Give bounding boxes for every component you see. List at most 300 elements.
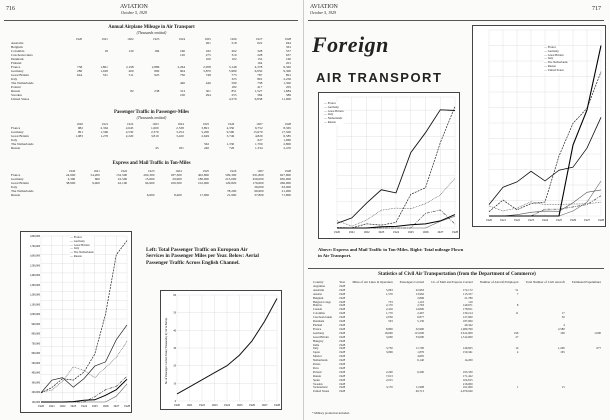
table-row — [8, 193, 294, 197]
table-cell: 266,900 — [279, 181, 291, 185]
y-tick-label: 1,100,000 — [29, 303, 40, 307]
table-cell: Great Britain — [313, 334, 329, 339]
table-cell: Russia — [313, 373, 322, 378]
column-header: 1920 — [68, 169, 76, 173]
table-cell: 3,612,000 — [460, 330, 473, 335]
table-cell: 637 — [285, 53, 291, 57]
table-cell: 590 — [231, 81, 237, 85]
passenger-table — [8, 122, 294, 150]
table-cell: 6,950 — [254, 69, 263, 73]
table-cell: 1928 — [339, 291, 346, 296]
table-cell: 891 — [285, 73, 291, 77]
x-tick-label: 1926 — [102, 404, 109, 408]
y-tick-label: 1,400,000 — [29, 274, 40, 278]
table-cell — [86, 146, 111, 150]
table-cell: Switzerland — [313, 385, 328, 390]
table-cell — [78, 193, 103, 197]
x-tick-label: 1926 — [422, 230, 429, 234]
column-header: 1923 — [152, 122, 159, 126]
table-cell: 6,585 — [283, 134, 291, 138]
right-header-date: October 5, 1929 — [310, 10, 337, 15]
stats-footnote: * Military production included. — [312, 411, 350, 415]
table-cell: 1928 — [339, 385, 346, 390]
x-tick-label: 1925 — [91, 404, 98, 408]
table-cell: 45 — [155, 146, 159, 150]
table-cell: 150,341 — [462, 350, 473, 355]
table-cell: 1928 — [339, 381, 346, 386]
passenger-title: Passenger Traffic in Passenger-Miles — [113, 110, 190, 115]
x-tick-label: 1926 — [249, 403, 255, 407]
table-cell: 18 — [104, 49, 108, 53]
table-cell: 4,820 — [254, 134, 263, 138]
table-cell: United States — [313, 389, 330, 394]
table-cell: Spain — [313, 377, 320, 382]
table-cell: 17,900 — [199, 193, 210, 197]
legend-entry: — Russia — [544, 63, 556, 68]
table-cell: 8,800 — [385, 326, 393, 331]
table-cell: 417 — [257, 85, 263, 89]
table-cell: Russia — [11, 146, 21, 150]
table-cell: 238 — [154, 89, 160, 93]
x-tick-label: 1922 — [363, 230, 370, 234]
table-cell: 1,330 — [226, 142, 235, 146]
x-tick-label: 1928 — [274, 403, 280, 407]
table-cell: 1928 — [339, 322, 346, 327]
table-cell: 1,334 — [254, 146, 263, 150]
legend-entry: — Russia — [70, 253, 82, 258]
table-cell: Belgian Congo — [313, 299, 332, 304]
table-cell: 1928 — [339, 287, 346, 292]
y-tick-label: 500,000 — [31, 361, 40, 365]
table-cell: 2,220 — [125, 134, 134, 138]
table-cell: 38,900 — [65, 181, 76, 185]
table-cell: 115,000 — [414, 330, 424, 335]
table-cell: 216,000 — [462, 381, 473, 386]
left-caption: Left: Total Passenger Traffic on European Air Services in Passenger Miles per Year. Below: Aerial Passenger Traffic Across English Channel. — [146, 247, 259, 266]
legend-entry: — France — [544, 45, 556, 49]
table-cell: France — [313, 326, 322, 331]
table-cell: 600 — [94, 177, 100, 181]
column-header: Year — [339, 280, 346, 284]
table-cell: 3,148 — [228, 65, 237, 69]
table-cell: 21,900 — [226, 193, 237, 197]
table-cell: 1928 — [339, 373, 346, 378]
x-tick-label: 1925 — [556, 218, 562, 222]
table-cell: 3,870 — [203, 69, 211, 73]
right-header-title: AVIATION — [310, 4, 338, 10]
table-cell: 104 — [257, 61, 263, 65]
table-cell: 120 — [179, 53, 186, 57]
table-cell: 129,820 — [225, 181, 237, 185]
table-cell: 3,096 — [385, 350, 393, 355]
table-cell: Germany — [11, 69, 24, 73]
table-cell: 14,200 — [464, 358, 473, 363]
table-cell: 280 — [77, 69, 83, 73]
table-cell: 32,900 — [415, 326, 424, 331]
table-cell: 627 — [257, 138, 263, 142]
table-cell: 384 — [257, 93, 263, 97]
table-cell: 1,700 — [254, 142, 263, 146]
table-cell: 787 — [257, 73, 263, 77]
table-cell: 644 — [77, 73, 83, 77]
table-cell: Belgium — [11, 45, 23, 49]
table-cell: 2,300 — [67, 177, 76, 181]
table-cell: 511 — [128, 73, 134, 77]
table-cell: 5,200 — [201, 130, 210, 134]
table-cell: 160 — [285, 57, 291, 61]
table-cell: 1,300 — [283, 81, 291, 85]
column-header: 1921 — [93, 169, 100, 173]
table-cell: 677 — [596, 346, 601, 351]
table-cell: 275 — [205, 53, 211, 57]
table-cell: 22,963 — [415, 287, 424, 292]
table-cell: 2,264 — [177, 65, 186, 69]
table-cell: 184 — [154, 49, 160, 53]
table-cell: 94,900 — [145, 181, 155, 185]
table-cell: 738 — [77, 65, 83, 69]
x-tick-label: 1928 — [452, 230, 458, 234]
column-header: 1922 — [120, 169, 128, 173]
table-cell: 2,200 — [385, 369, 393, 374]
table-cell: 1928 — [339, 362, 346, 367]
table-cell: 557 — [285, 49, 291, 53]
table-cell: 22,500 — [117, 177, 128, 181]
table-cell: 361 — [285, 45, 291, 49]
column-header: 1926 — [229, 169, 237, 173]
table-cell: 240 — [203, 146, 210, 150]
table-cell: 6,752 — [254, 126, 263, 130]
x-tick-label: 1921 — [48, 404, 55, 408]
x-tick-label: 1923 — [211, 403, 218, 407]
x-tick-label: 1920 — [486, 218, 492, 222]
legend-entry: — The Netherlands — [544, 60, 568, 65]
table-cell: 1,876 — [417, 350, 424, 355]
x-tick-label: 1927 — [584, 218, 590, 222]
table-cell — [568, 390, 604, 394]
table-cell: 310 — [231, 53, 237, 57]
table-cell: 2,886 — [151, 65, 160, 69]
table-cell: 2,580 — [558, 326, 565, 331]
table-cell: 182 — [231, 85, 237, 89]
table-cell: 944 — [285, 41, 291, 45]
table-cell: 255 — [231, 93, 237, 97]
y-tick-label: 0 — [174, 400, 176, 403]
y-tick-label: 100,000 — [31, 401, 40, 404]
table-cell: 1928 — [339, 303, 346, 308]
column-header: Lb. of Mail and Express Carried — [431, 280, 473, 284]
table-cell: 1928 — [339, 315, 346, 320]
y-tick-label: 700,000 — [31, 342, 40, 346]
table-cell: United States — [11, 97, 30, 101]
table-cell: 8,400 — [174, 193, 182, 197]
y-tick-label: 1,800,000 — [29, 235, 40, 238]
table-cell: 2,170 — [385, 303, 393, 308]
table-cell: 1928 — [339, 350, 346, 355]
table-cell: 24,900 — [65, 173, 76, 177]
table-cell: Belgium — [313, 295, 324, 300]
column-header: Country — [313, 280, 324, 284]
table-cell — [476, 390, 522, 394]
table-cell: 1,861 — [100, 65, 108, 69]
column-header: Passengers Carried — [399, 280, 424, 284]
table-cell: 800 — [154, 69, 160, 73]
table-cell: 201 — [285, 61, 291, 65]
column-header: 1925 — [202, 122, 210, 126]
right-page — [304, 0, 610, 420]
table-cell: 8,365 — [283, 126, 291, 130]
y-tick-label: 1,700,000 — [29, 244, 40, 248]
table-cell: 2,467 — [417, 311, 424, 316]
table-cell: 3,746 — [226, 134, 235, 138]
y-tick-label: 10 — [173, 382, 176, 386]
table-cell: 1,770 — [385, 311, 393, 316]
table-cell: 4,378 — [254, 65, 263, 69]
table-cell: 196 — [513, 330, 519, 335]
table-cell: 15 — [561, 385, 565, 390]
table-cell: 1,527 — [254, 89, 263, 93]
table-cell: 100 — [179, 93, 186, 97]
table-cell: 2,538 — [176, 126, 184, 130]
table-cell: 1928 — [339, 326, 346, 331]
table-cell: 1,512,000 — [460, 334, 473, 339]
table-cell: 1,270 — [100, 134, 109, 138]
table-cell: 1928 — [339, 283, 346, 288]
title-foreign: Foreign — [312, 32, 389, 57]
table-cell: 71,800 — [281, 193, 291, 197]
mileage-title: Annual Airplane Mileage in Air Transport — [108, 25, 195, 30]
table-cell: Russia — [11, 89, 21, 93]
table-cell: 205 — [285, 85, 291, 89]
table-cell: 2,649 — [201, 134, 210, 138]
right-header-rule — [308, 20, 604, 21]
table-cell: 748 — [205, 73, 211, 77]
table-cell: 331 — [102, 73, 108, 77]
table-cell: 1928 — [339, 307, 346, 312]
table-cell: 1928 — [339, 358, 346, 363]
table-cell: 851 — [231, 89, 237, 93]
table-cell: 15,600 — [145, 177, 155, 181]
table-cell: India — [313, 342, 320, 347]
table-cell: 2,763 — [417, 303, 424, 308]
x-tick-label: 1925 — [236, 403, 243, 407]
table-cell: 2,416 — [385, 307, 393, 312]
x-tick-label: 1920 — [174, 403, 180, 407]
table-cell: 1928 — [339, 334, 346, 339]
table-cell: 400 — [128, 69, 134, 73]
table-cell: 17,500 — [281, 130, 291, 134]
table-cell: 1928 — [339, 311, 346, 316]
table-cell: 106 — [560, 330, 565, 335]
x-tick-label: 1923 — [70, 404, 77, 408]
channel-passenger-chart — [160, 290, 282, 410]
table-cell: Italy — [11, 77, 18, 81]
column-header: Miles of Air Lines in Operation — [352, 280, 393, 284]
y-tick-label: 1,600,000 — [29, 254, 40, 258]
table-cell: Finland — [11, 61, 22, 65]
x-tick-label: 1921 — [500, 218, 506, 222]
table-cell: Great Britain — [11, 181, 29, 185]
table-cell: 7,613 — [385, 373, 393, 378]
y-tick-label: 900,000 — [31, 322, 40, 326]
left-header-date: October 5, 1929 — [120, 10, 147, 15]
table-cell: 11,908 — [415, 385, 424, 390]
table-cell: 33,000 — [415, 334, 424, 339]
table-cell: 21,000 — [281, 189, 291, 193]
table-cell: 402,800 — [197, 173, 210, 177]
x-tick-label: 1926 — [570, 218, 576, 222]
table-cell: 178,811 — [462, 307, 473, 312]
table-cell: 2,800 — [283, 142, 291, 146]
table-cell: 753 — [388, 299, 393, 304]
table-cell: 182 — [205, 49, 211, 53]
column-header: 1924 — [178, 37, 186, 41]
table-cell: Bolivia — [313, 303, 322, 308]
x-tick-label: 1924 — [542, 218, 548, 222]
table-cell: 160 — [179, 49, 186, 53]
table-row — [310, 390, 604, 394]
x-tick-label: 1928 — [598, 218, 604, 222]
stats-title: Statistics of Civil Air Transportation (from the Department of Commerce) — [378, 272, 536, 277]
table-cell: 17 — [561, 311, 565, 316]
legend-entry: — France — [324, 101, 336, 105]
table-cell: 152 — [257, 57, 263, 61]
table-cell: 14 — [515, 346, 519, 351]
left-page-number: 716 — [6, 6, 15, 12]
table-cell: Denmark — [11, 57, 24, 61]
table-cell: 2,056 — [385, 315, 393, 320]
x-tick-label: 1922 — [199, 403, 205, 407]
table-cell: 172,172 — [462, 287, 473, 292]
y-tick-label: 1,300,000 — [29, 283, 40, 287]
table-cell: Germany — [313, 330, 325, 335]
table-cell: 389 — [285, 93, 291, 97]
table-cell: Argentina — [313, 283, 325, 288]
right-header — [310, 4, 338, 15]
column-header: 1922 — [127, 37, 134, 41]
table-cell: 1,600 — [150, 126, 159, 130]
table-cell: 904 — [179, 69, 186, 73]
table-cell: 6,877 — [417, 315, 424, 320]
table-cell: 40,342 — [464, 322, 473, 327]
table-cell: 54,200 — [90, 173, 100, 177]
table-cell: 181 — [178, 146, 184, 150]
table-cell: 14,800 — [415, 307, 424, 312]
table-cell: Italy — [313, 346, 319, 351]
table-cell: Mexico — [313, 354, 323, 359]
table-cell: 1928 — [339, 338, 346, 343]
table-cell: 115,557 — [462, 291, 473, 296]
table-cell: 925 — [154, 73, 160, 77]
table-cell: 63,000 — [281, 185, 291, 189]
table-cell: 2,896 — [417, 295, 424, 300]
table-cell: 3,254 — [176, 130, 184, 134]
table-cell: 2,370 — [150, 130, 159, 134]
table-cell: 127,000 — [462, 315, 473, 320]
table-cell: 176,600 — [252, 181, 264, 185]
x-tick-label: 1921 — [348, 230, 355, 234]
table-cell: 631,800 — [252, 173, 264, 177]
title-air-transport: AIR TRANSPORT — [316, 70, 443, 85]
table-cell: 120 — [128, 49, 134, 53]
table-cell: 456,000 — [252, 177, 264, 181]
table-cell: 622 — [257, 41, 263, 45]
table-cell — [568, 285, 604, 289]
table-cell: 4 — [563, 322, 565, 327]
table-cell: 3,750 — [385, 346, 393, 351]
table-cell: 100 — [205, 57, 211, 61]
total-mileage-chart-svg — [473, 26, 605, 226]
legend-entry: — United States — [544, 67, 564, 72]
legend-entry: — Russia — [324, 119, 336, 124]
table-cell — [54, 193, 79, 197]
x-tick-label: 1927 — [113, 404, 120, 408]
table-cell: Russia — [11, 193, 21, 197]
table-cell: Sweden — [313, 381, 323, 386]
table-cell: Netherlands — [313, 358, 328, 363]
table-cell: 130,214 — [462, 311, 473, 316]
table-cell: Hungary — [313, 338, 324, 343]
table-cell: 325 — [231, 77, 237, 81]
table-cell: 106,300 — [170, 181, 182, 185]
table-cell: 5,130 — [417, 319, 424, 324]
table-cell: 2,470 — [283, 146, 291, 150]
table-cell: 9,400 — [92, 181, 100, 185]
table-cell: 2,958 — [203, 65, 211, 69]
table-cell: Great Britain — [11, 73, 29, 77]
table-cell: 15,970 — [253, 130, 263, 134]
table-cell — [111, 146, 136, 150]
table-cell: 562 — [203, 142, 210, 146]
express-title: Express and Mail Traffic in Ton-Miles — [112, 161, 191, 166]
passenger-subtitle: (Thousands omitted) — [136, 116, 167, 120]
table-cell: 180,000 — [197, 177, 210, 181]
channel-passenger-chart-svg — [161, 291, 281, 409]
passenger-miles-chart-svg — [21, 232, 131, 412]
table-cell: Germany — [11, 177, 24, 181]
x-tick-label: 1924 — [81, 404, 87, 408]
table-cell: 21,780 — [464, 295, 473, 300]
table-cell: 440 — [179, 81, 186, 85]
column-header: 1924 — [177, 122, 184, 126]
column-header: 1922 — [127, 122, 134, 126]
column-header: 1920 — [75, 37, 83, 41]
table-cell: 4 — [516, 350, 519, 355]
left-header-title: AVIATION — [120, 4, 148, 10]
table-cell: 3,000 — [385, 334, 393, 339]
table-cell: 1 — [516, 385, 519, 390]
column-header: 1924 — [175, 169, 182, 173]
table-cell: 1928 — [339, 389, 346, 394]
table-row — [8, 146, 294, 150]
legend-entry: — Germany — [70, 238, 85, 243]
table-cell: 773 — [231, 73, 237, 77]
table-cell: 1928 — [339, 354, 346, 359]
table-cell: Australia — [11, 41, 24, 45]
table-cell: 627,800 — [279, 173, 291, 177]
header-rule — [4, 20, 298, 21]
x-tick-label: 1927 — [437, 230, 444, 234]
table-cell: 5,980 — [228, 69, 237, 73]
table-cell: 1,083 — [75, 134, 83, 138]
table-cell: 1,000 — [594, 330, 601, 335]
table-cell: 5,063 — [385, 287, 393, 292]
table-cell: 215,000 — [225, 177, 237, 181]
legend-entry: — The Netherlands — [70, 250, 94, 255]
x-tick-label: 1920 — [334, 230, 340, 234]
y-tick-label: 1,000,000 — [29, 313, 40, 317]
table-cell: Denmark — [313, 319, 325, 324]
column-header: 1923 — [148, 169, 155, 173]
